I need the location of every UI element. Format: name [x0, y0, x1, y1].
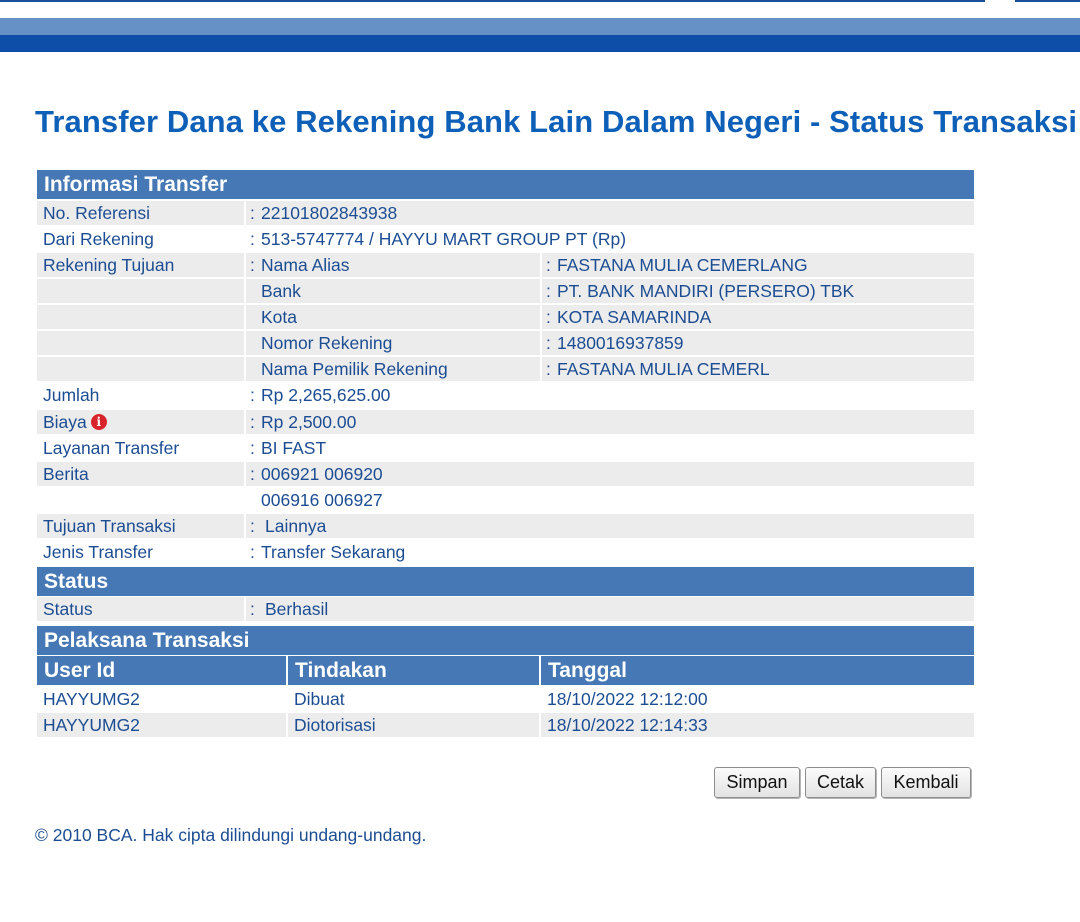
top-banner — [0, 0, 1080, 52]
column-header-user-id: User Id — [37, 656, 286, 685]
section-header-pelaksana-transaksi: Pelaksana Transaksi — [37, 626, 974, 655]
value-no-referensi — [246, 201, 974, 225]
colon: : — [250, 255, 255, 275]
colon: : — [546, 333, 551, 353]
info-icon[interactable]: i — [91, 414, 107, 430]
kembali-button[interactable]: Kembali — [881, 767, 971, 798]
tujuan-sub-label — [246, 253, 540, 277]
tujuan-nomor-value: 1480016937859 — [557, 333, 684, 353]
status-text: Berhasil — [265, 599, 329, 619]
label-empty — [37, 305, 244, 329]
label-jenis-transfer: Jenis Transfer — [43, 542, 153, 562]
tujuan-pemilik-value: FASTANA MULIA CEMERL — [557, 359, 770, 379]
colon: : — [250, 385, 255, 405]
tujuan-sub-label — [246, 279, 540, 303]
cell-tanggal: 18/10/2022 12:14:33 — [541, 713, 974, 737]
colon: : — [250, 229, 255, 249]
colon: : — [546, 359, 551, 379]
label-rekening-tujuan: Rekening Tujuan — [37, 253, 244, 277]
tujuan-nomor-label: Nomor Rekening — [261, 333, 393, 353]
label-status: Status — [37, 597, 244, 621]
tujuan-sub-value — [542, 305, 974, 329]
label-berita: Berita — [37, 462, 244, 486]
label-no-referensi: No. Referensi — [37, 201, 244, 225]
colon: : — [250, 542, 255, 562]
simpan-button[interactable]: Simpan — [714, 767, 800, 798]
jenis-transfer-text: Transfer Sekarang — [261, 542, 406, 562]
dari-rekening-text: 513-5747774 / HAYYU MART GROUP PT (Rp) — [261, 229, 627, 249]
label-empty — [37, 357, 244, 381]
colon: : — [546, 307, 551, 327]
cell-user-id: HAYYUMG2 — [43, 689, 140, 709]
tujuan-kota-label: Kota — [261, 307, 297, 327]
cell-tindakan: Diotorisasi — [288, 713, 539, 737]
colon: : — [250, 464, 255, 484]
colon: : — [250, 438, 255, 458]
biaya-text: Rp 2,500.00 — [261, 412, 357, 432]
value-tujuan-transaksi — [246, 514, 974, 538]
banner-gap — [985, 0, 1015, 2]
section-header-informasi-transfer: Informasi Transfer — [37, 170, 974, 199]
column-header-tanggal: Tanggal — [541, 656, 974, 685]
value-berita-line2 — [246, 488, 974, 512]
layanan-text: BI FAST — [261, 438, 327, 458]
tujuan-bank-value: PT. BANK MANDIRI (PERSERO) TBK — [557, 281, 855, 301]
tujuan-sub-label — [246, 331, 540, 355]
tujuan-sub-label — [246, 305, 540, 329]
tujuan-nama-alias-label: Nama Alias — [261, 255, 350, 275]
colon: : — [250, 599, 255, 619]
copyright-footer: © 2010 BCA. Hak cipta dilindungi undang-undang. — [35, 825, 427, 845]
tujuan-transaksi-text: Lainnya — [265, 516, 327, 536]
value-status — [246, 597, 974, 621]
label-empty — [37, 279, 244, 303]
value-dari-rekening — [246, 227, 974, 251]
tujuan-pemilik-label: Nama Pemilik Rekening — [261, 359, 448, 379]
value-jenis-transfer — [246, 540, 974, 564]
label-empty — [37, 331, 244, 355]
jumlah-text: Rp 2,265,625.00 — [261, 385, 391, 405]
colon: : — [250, 516, 255, 536]
cell-tanggal: 18/10/2022 12:12:00 — [547, 689, 708, 709]
label-jumlah: Jumlah — [43, 385, 100, 405]
tujuan-sub-label — [246, 357, 540, 381]
tujuan-sub-value — [542, 357, 974, 381]
label-dari-rekening: Dari Rekening — [43, 229, 154, 249]
tujuan-sub-value — [542, 331, 974, 355]
value-layanan-transfer — [246, 436, 974, 460]
cell-tindakan: Dibuat — [294, 689, 345, 709]
banner-dark-stripe — [0, 35, 1080, 52]
tujuan-bank-label: Bank — [261, 281, 301, 301]
banner-light-stripe — [0, 18, 1080, 35]
biaya-label-text: Biaya — [43, 412, 87, 432]
label-empty — [37, 488, 244, 512]
section-header-status: Status — [37, 567, 974, 596]
banner-top-line — [0, 0, 1080, 2]
page-title: Transfer Dana ke Rekening Bank Lain Dalam Negeri - Status Transaksi — [35, 104, 1078, 139]
cetak-button[interactable]: Cetak — [805, 767, 876, 798]
colon: : — [250, 412, 255, 432]
label-layanan-transfer: Layanan Transfer — [43, 438, 180, 458]
no-referensi-text: 22101802843938 — [261, 203, 398, 223]
value-jumlah — [246, 383, 974, 407]
tujuan-sub-value — [542, 279, 974, 303]
colon: : — [546, 281, 551, 301]
berita-line2-text: 006916 006927 — [261, 490, 383, 510]
label-tujuan-transaksi: Tujuan Transaksi — [37, 514, 244, 538]
tujuan-sub-value — [542, 253, 974, 277]
colon: : — [250, 203, 255, 223]
tujuan-nama-alias-value: FASTANA MULIA CEMERLANG — [557, 255, 808, 275]
column-header-tindakan: Tindakan — [288, 656, 539, 685]
berita-line1-text: 006921 006920 — [261, 464, 383, 484]
colon: : — [546, 255, 551, 275]
value-biaya — [246, 410, 974, 434]
cell-user-id: HAYYUMG2 — [37, 713, 286, 737]
value-berita-line1 — [246, 462, 974, 486]
tujuan-kota-value: KOTA SAMARINDA — [557, 307, 712, 327]
label-biaya — [37, 410, 244, 434]
